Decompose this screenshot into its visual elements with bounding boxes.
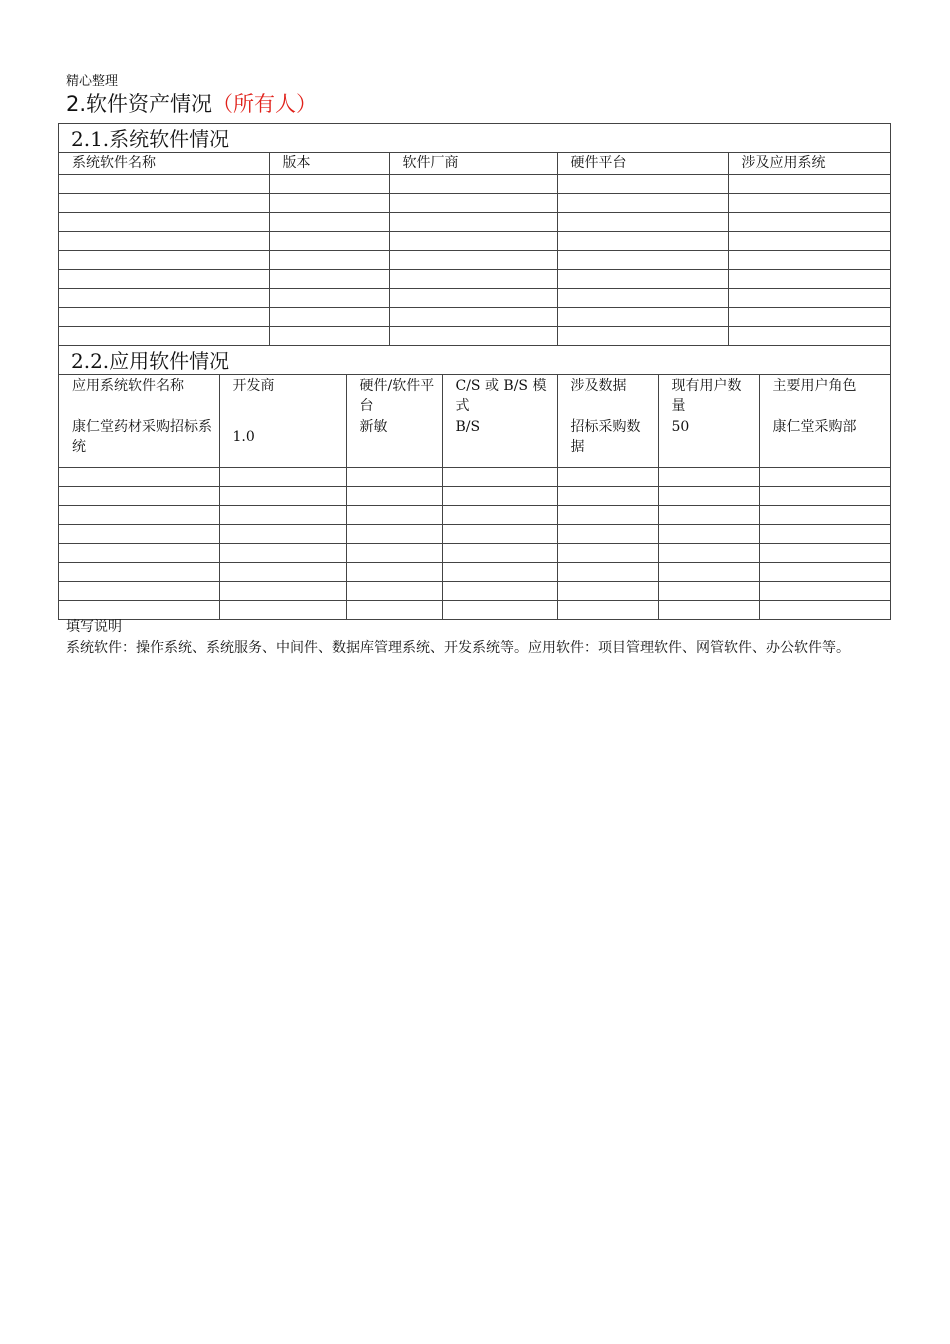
- table-cell: [557, 506, 658, 525]
- table-cell: [759, 487, 890, 506]
- table-cell: [219, 468, 346, 487]
- table-cell: [658, 563, 759, 582]
- col-header: 硬件/软件平台: [346, 375, 442, 416]
- table-cell: [557, 194, 728, 213]
- table-cell: [346, 468, 442, 487]
- table-cell: [269, 251, 389, 270]
- table-cell: 新敏: [346, 416, 442, 468]
- col-header: 软件厂商: [389, 153, 557, 175]
- heading-accent: （所有人）: [212, 92, 318, 116]
- table-cell: [658, 544, 759, 563]
- table-cell: [59, 175, 269, 194]
- table-cell: [269, 327, 389, 346]
- system-software-table: [59, 153, 890, 346]
- table-cell: [59, 327, 269, 346]
- table-cell: [728, 213, 890, 232]
- table-cell: [442, 506, 557, 525]
- table-cell: [389, 289, 557, 308]
- table-cell: [346, 582, 442, 601]
- table-row: [59, 487, 890, 506]
- table-row: [59, 251, 890, 270]
- table-row: [59, 563, 890, 582]
- table-cell: [728, 270, 890, 289]
- table-cell: [389, 213, 557, 232]
- table-row: [59, 289, 890, 308]
- application-software-title: 2.2.应用软件情况: [59, 346, 890, 375]
- table-row: [59, 232, 890, 251]
- table-cell: [759, 563, 890, 582]
- table-cell: [389, 175, 557, 194]
- table-cell: [658, 506, 759, 525]
- table-cell: [389, 308, 557, 327]
- table-cell: [59, 251, 269, 270]
- table-cell: [557, 544, 658, 563]
- table-cell: [59, 468, 219, 487]
- table-cell: [728, 251, 890, 270]
- table-cell: B/S: [442, 416, 557, 468]
- table-cell: [59, 194, 269, 213]
- table-cell: [557, 289, 728, 308]
- table-cell: [728, 289, 890, 308]
- table-cell: [759, 525, 890, 544]
- table-cell: [658, 487, 759, 506]
- table-cell: [219, 582, 346, 601]
- table-cell: [658, 468, 759, 487]
- table-cell: 招标采购数据: [557, 416, 658, 468]
- table-cell: [346, 525, 442, 544]
- fill-instructions-label: 填写说明: [66, 619, 122, 635]
- table-cell: [219, 525, 346, 544]
- table-cell: [269, 175, 389, 194]
- table-cell: [269, 270, 389, 289]
- fill-instructions-text: 系统软件：操作系统、系统服务、中间件、数据库管理系统、开发系统等。应用软件：项目管理软件、网管软件、办公软件等。: [66, 640, 850, 656]
- table-cell: [442, 525, 557, 544]
- table-row: [59, 506, 890, 525]
- table-cell: [346, 506, 442, 525]
- table-cell: [728, 308, 890, 327]
- table-cell: [658, 525, 759, 544]
- page-heading: [66, 88, 317, 118]
- table-cell: [658, 582, 759, 601]
- table-cell: [759, 544, 890, 563]
- table-row: [59, 416, 890, 468]
- table-cell: [389, 270, 557, 289]
- table-cell: [269, 232, 389, 251]
- fill-instructions: [66, 617, 886, 659]
- table-cell: [59, 563, 219, 582]
- table-cell: [557, 308, 728, 327]
- table-cell: [269, 194, 389, 213]
- table-cell: [269, 213, 389, 232]
- table-cell: [759, 506, 890, 525]
- table-cell: [59, 525, 219, 544]
- table-cell: [389, 251, 557, 270]
- table-cell: [557, 175, 728, 194]
- table-cell: 康仁堂药材采购招标系统: [59, 416, 219, 468]
- col-header: 应用系统软件名称: [59, 375, 219, 416]
- system-software-header-row: [59, 153, 890, 175]
- table-row: [59, 175, 890, 194]
- table-cell: [442, 468, 557, 487]
- table-cell: [759, 468, 890, 487]
- table-cell: [557, 582, 658, 601]
- col-header: 主要用户角色: [772, 378, 857, 394]
- table-cell: [728, 327, 890, 346]
- table-cell: [59, 308, 269, 327]
- col-header: 涉及应用系统: [728, 153, 890, 175]
- table-row: [59, 468, 890, 487]
- table-cell: 50: [658, 416, 759, 468]
- table-cell: [557, 563, 658, 582]
- table-row: [59, 194, 890, 213]
- table-cell: [59, 544, 219, 563]
- table-cell: [219, 487, 346, 506]
- software-asset-sheet: [58, 123, 891, 620]
- table-cell: [442, 563, 557, 582]
- table-cell: [59, 582, 219, 601]
- table-cell: [59, 270, 269, 289]
- col-header: 版本: [269, 153, 389, 175]
- table-cell: [557, 487, 658, 506]
- table-cell: [557, 251, 728, 270]
- table-cell: [389, 194, 557, 213]
- table-cell: [59, 487, 219, 506]
- table-cell: [346, 563, 442, 582]
- col-header: 硬件平台: [557, 153, 728, 175]
- table-cell: [557, 213, 728, 232]
- col-header: 开发商: [219, 375, 346, 416]
- table-cell: [389, 232, 557, 251]
- col-header: 现有用户数量: [658, 375, 759, 416]
- table-cell: [557, 270, 728, 289]
- table-cell: [219, 563, 346, 582]
- table-cell: [219, 506, 346, 525]
- table-row: [59, 582, 890, 601]
- table-cell: [219, 544, 346, 563]
- col-header: 涉及数据: [557, 375, 658, 416]
- table-cell: [59, 289, 269, 308]
- table-cell: [59, 213, 269, 232]
- table-cell: [59, 506, 219, 525]
- table-cell: [442, 544, 557, 563]
- table-cell: [346, 487, 442, 506]
- table-cell: [389, 327, 557, 346]
- table-cell: [728, 175, 890, 194]
- system-software-title: 2.1.系统软件情况: [59, 124, 890, 153]
- table-row: [59, 270, 890, 289]
- header-note: 精心整理: [66, 74, 119, 89]
- table-cell: [728, 232, 890, 251]
- table-row: [59, 213, 890, 232]
- table-cell: [442, 487, 557, 506]
- table-cell: 1.0: [219, 416, 346, 468]
- table-cell: [557, 468, 658, 487]
- table-cell: 康仁堂采购部: [759, 416, 890, 468]
- table-cell: [269, 308, 389, 327]
- table-row: [59, 525, 890, 544]
- table-cell: [557, 525, 658, 544]
- table-cell: [442, 582, 557, 601]
- table-cell: [728, 194, 890, 213]
- table-cell: [557, 327, 728, 346]
- table-cell: [269, 289, 389, 308]
- table-cell: [557, 232, 728, 251]
- application-software-table: [59, 375, 890, 619]
- application-software-header-row: [59, 375, 890, 416]
- col-header: 系统软件名称: [59, 153, 269, 175]
- table-cell: [59, 232, 269, 251]
- table-cell: [346, 544, 442, 563]
- col-header: C/S 或 B/S 模式: [442, 375, 557, 416]
- table-cell: [759, 582, 890, 601]
- table-row: [59, 327, 890, 346]
- table-row: [59, 544, 890, 563]
- table-row: [59, 308, 890, 327]
- heading-main: 2.软件资产情况: [66, 92, 213, 116]
